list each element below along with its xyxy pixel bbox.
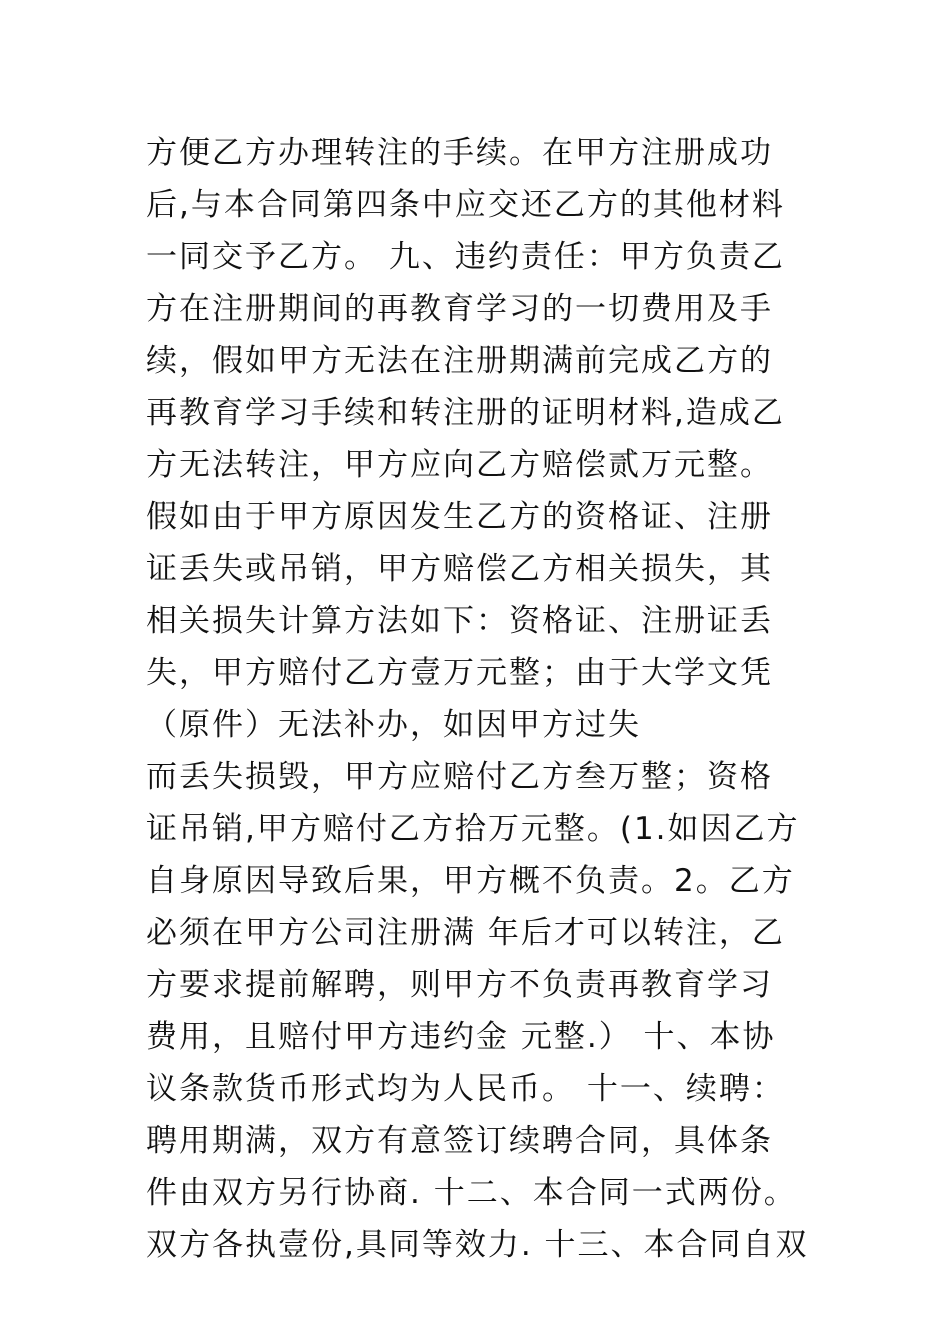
text-line: 自身原因导致后果，甲方概不负责。2。乙方 (146, 863, 795, 899)
text-line: 议条款货币形式均为人民币。 十一、续聘： (146, 1071, 785, 1107)
text-line: 费用，且赔付甲方违约金 元整.） 十、本协 (146, 1019, 776, 1055)
text-line: 必须在甲方公司注册满 年后才可以转注，乙 (146, 915, 785, 951)
text-line: 方无法转注，甲方应向乙方赔偿贰万元整。 (146, 447, 773, 483)
document-body (146, 127, 826, 1271)
text-line: 再教育学习手续和转注册的证明材料,造成乙 (146, 395, 785, 431)
text-line: 聘用期满，双方有意签订续聘合同，具体条 (146, 1123, 773, 1159)
text-line: 一同交予乙方。 九、违约责任：甲方负责乙 (146, 239, 785, 275)
text-line: 证吊销,甲方赔付乙方拾万元整。(1.如因乙方 (146, 811, 800, 847)
text-line: 双方各执壹份,具同等效力. 十三、本合同自双 (146, 1227, 809, 1263)
text-line: 而丢失损毁，甲方应赔付乙方叁万整；资格 (146, 759, 773, 795)
text-line: 后,与本合同第四条中应交还乙方的其他材料 (146, 187, 785, 223)
text-line: 方要求提前解聘，则甲方不负责再教育学习 (146, 967, 773, 1003)
text-line: 失，甲方赔付乙方壹万元整；由于大学文凭 (146, 655, 773, 691)
text-line: 相关损失计算方法如下：资格证、注册证丢 (146, 603, 773, 639)
text-line: 方在注册期间的再教育学习的一切费用及手 (146, 291, 773, 327)
text-line: 证丢失或吊销，甲方赔偿乙方相关损失，其 (146, 551, 773, 587)
text-line: 假如由于甲方原因发生乙方的资格证、注册 (146, 499, 773, 535)
text-line: 件由双方另行协商. 十二、本合同一式两份。 (146, 1175, 797, 1211)
text-line: 续，假如甲方无法在注册期满前完成乙方的 (146, 343, 773, 379)
text-line: （原件）无法补办，如因甲方过失 (146, 707, 641, 743)
text-line: 方便乙方办理转注的手续。在甲方注册成功 (146, 135, 773, 171)
